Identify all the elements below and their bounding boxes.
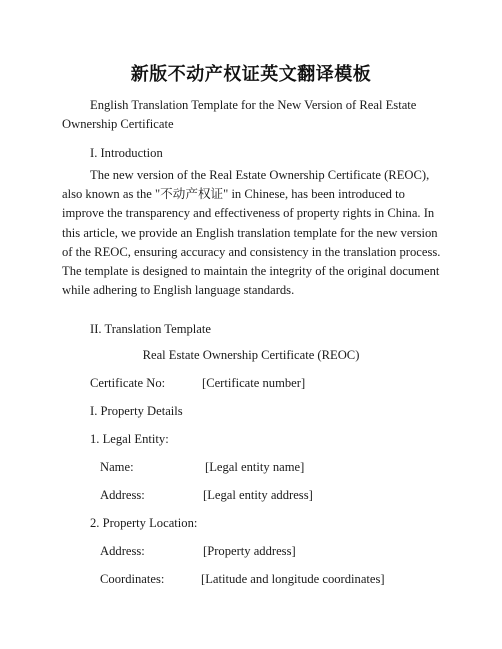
certificate-number-label: Certificate No: xyxy=(90,376,166,390)
address-label: Address: xyxy=(100,488,145,502)
english-subtitle: English Translation Template for the New Version of Real Estate Ownership Certificate xyxy=(62,98,417,132)
name-label: Name: xyxy=(100,460,134,474)
certificate-title: Real Estate Ownership Certificate (REOC) xyxy=(142,348,360,362)
coordinates-value: [Latitude and longitude coordinates] xyxy=(201,572,385,586)
property-address-value: [Property address] xyxy=(203,544,296,558)
property-location-label: 2. Property Location: xyxy=(90,516,198,530)
introduction-heading: I. Introduction xyxy=(90,146,163,160)
address-value: [Legal entity address] xyxy=(203,488,313,502)
property-address-label: Address: xyxy=(100,544,145,558)
property-details-label: I. Property Details xyxy=(90,404,183,418)
legal-entity-label: 1. Legal Entity: xyxy=(90,432,169,446)
certificate-number-value: [Certificate number] xyxy=(202,376,306,390)
coordinates-label: Coordinates: xyxy=(100,572,165,586)
name-value: [Legal entity name] xyxy=(205,460,305,474)
document-title: 新版不动产权证英文翻译模板 xyxy=(130,64,372,85)
translation-template-heading: II. Translation Template xyxy=(90,322,211,336)
introduction-paragraph: The new version of the Real Estate Ownership Certificate (REOC), also known as the "不动产权证" in Chinese, has been introduced to improve the transparency and effectiveness of property rights in China. In this article, we provide an English translation template for the new version of the REOC, ensuring accuracy and consistency in the translation process. The template is designed to maintain the integrity of the original document while adhering to English language standards. xyxy=(62,168,441,298)
